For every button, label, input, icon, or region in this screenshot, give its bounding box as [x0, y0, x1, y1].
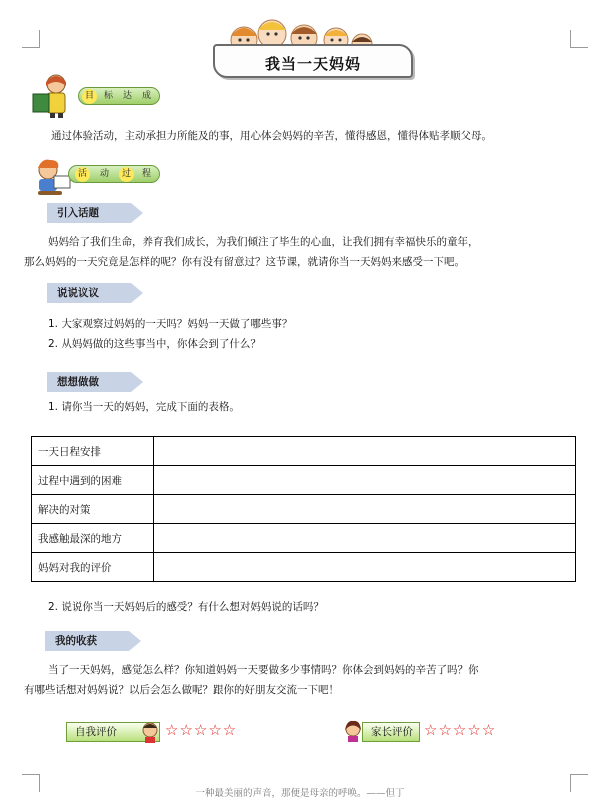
intro-heading: 引入话题: [47, 203, 131, 223]
boy-avatar-icon: [140, 721, 160, 743]
discuss-item-2: 2. 从妈妈做的这些事当中，你体会到了什么？: [48, 338, 261, 350]
self-evaluation-stars[interactable]: ☆☆☆☆☆: [165, 721, 238, 739]
intro-line-2: 那么妈妈的一天究竟是怎样的呢？你有没有留意过？这节课，就请你当一天妈妈来感受一下吧。: [24, 256, 465, 268]
table-cell-input[interactable]: [154, 466, 576, 495]
table-row: [32, 495, 576, 524]
process-section-title: [68, 165, 160, 183]
parent-evaluation-label: [362, 722, 420, 742]
table-cell-input[interactable]: [154, 553, 576, 582]
teacher-icon: [28, 72, 80, 118]
process-char-3: 过: [119, 167, 134, 182]
think-item-1: 1. 请你当一天的妈妈，完成下面的表格。: [48, 401, 240, 413]
table-row-label: 一天日程安排: [32, 437, 154, 466]
table-cell-input[interactable]: [154, 437, 576, 466]
harvest-heading: 我的收获: [45, 631, 129, 651]
parent-avatar-icon: [343, 720, 363, 742]
table-cell-input[interactable]: [154, 495, 576, 524]
goal-text: 通过体验活动，主动承担力所能及的事，用心体会妈妈的辛苦，懂得感恩，懂得体贴孝顺父母。: [51, 130, 492, 142]
parent-evaluation-stars[interactable]: ☆☆☆☆☆: [424, 721, 497, 739]
harvest-line-2: 有哪些话想对妈妈说？以后会怎么做呢？跟你的好朋友交流一下吧！: [24, 684, 339, 696]
title-banner: [213, 44, 413, 78]
goal-char-4: 成: [141, 91, 151, 101]
table-row: [32, 466, 576, 495]
goal-char-1: 目: [82, 89, 97, 104]
process-char-1: 活: [75, 167, 90, 182]
think-heading: 想想做做: [47, 372, 131, 392]
table-row-label: 解决的对策: [32, 495, 154, 524]
page-title: 我当一天妈妈: [264, 55, 361, 73]
table-row: [32, 524, 576, 553]
think-item-2: 2. 说说你当一天妈妈后的感受？有什么想对妈妈说的话吗？: [48, 601, 324, 613]
process-char-2: 动: [99, 169, 109, 179]
footer-quote: 一种最美丽的声音，那便是母亲的呼唤。——但丁: [195, 788, 405, 799]
goal-char-3: 达: [122, 91, 132, 101]
crop-mark-top-left: [22, 30, 40, 48]
crop-mark-top-right: [570, 30, 588, 48]
table-row: [32, 437, 576, 466]
discuss-heading: 说说议议: [47, 283, 131, 303]
self-evaluation-text: 自我评价: [75, 726, 117, 738]
goal-section-title: [78, 87, 160, 105]
table-row: [32, 553, 576, 582]
table-cell-input[interactable]: [154, 524, 576, 553]
process-char-4: 程: [141, 169, 151, 179]
parent-evaluation-text: 家长评价: [371, 726, 413, 738]
intro-line-1: 妈妈给了我们生命，养育我们成长，为我们倾注了毕生的心血，让我们拥有幸福快乐的童年，: [48, 236, 479, 248]
table-row-label: 妈妈对我的评价: [32, 553, 154, 582]
table-row-label: 过程中遇到的困难: [32, 466, 154, 495]
discuss-item-1: 1. 大家观察过妈妈的一天吗？妈妈一天做了哪些事？: [48, 318, 293, 330]
table-row-label: 我感触最深的地方: [32, 524, 154, 553]
harvest-line-1: 当了一天妈妈，感觉怎么样？你知道妈妈一天要做多少事情吗？你体会到妈妈的辛苦了吗？你: [48, 664, 479, 676]
goal-char-2: 标: [103, 91, 113, 101]
plan-table: [31, 436, 576, 582]
